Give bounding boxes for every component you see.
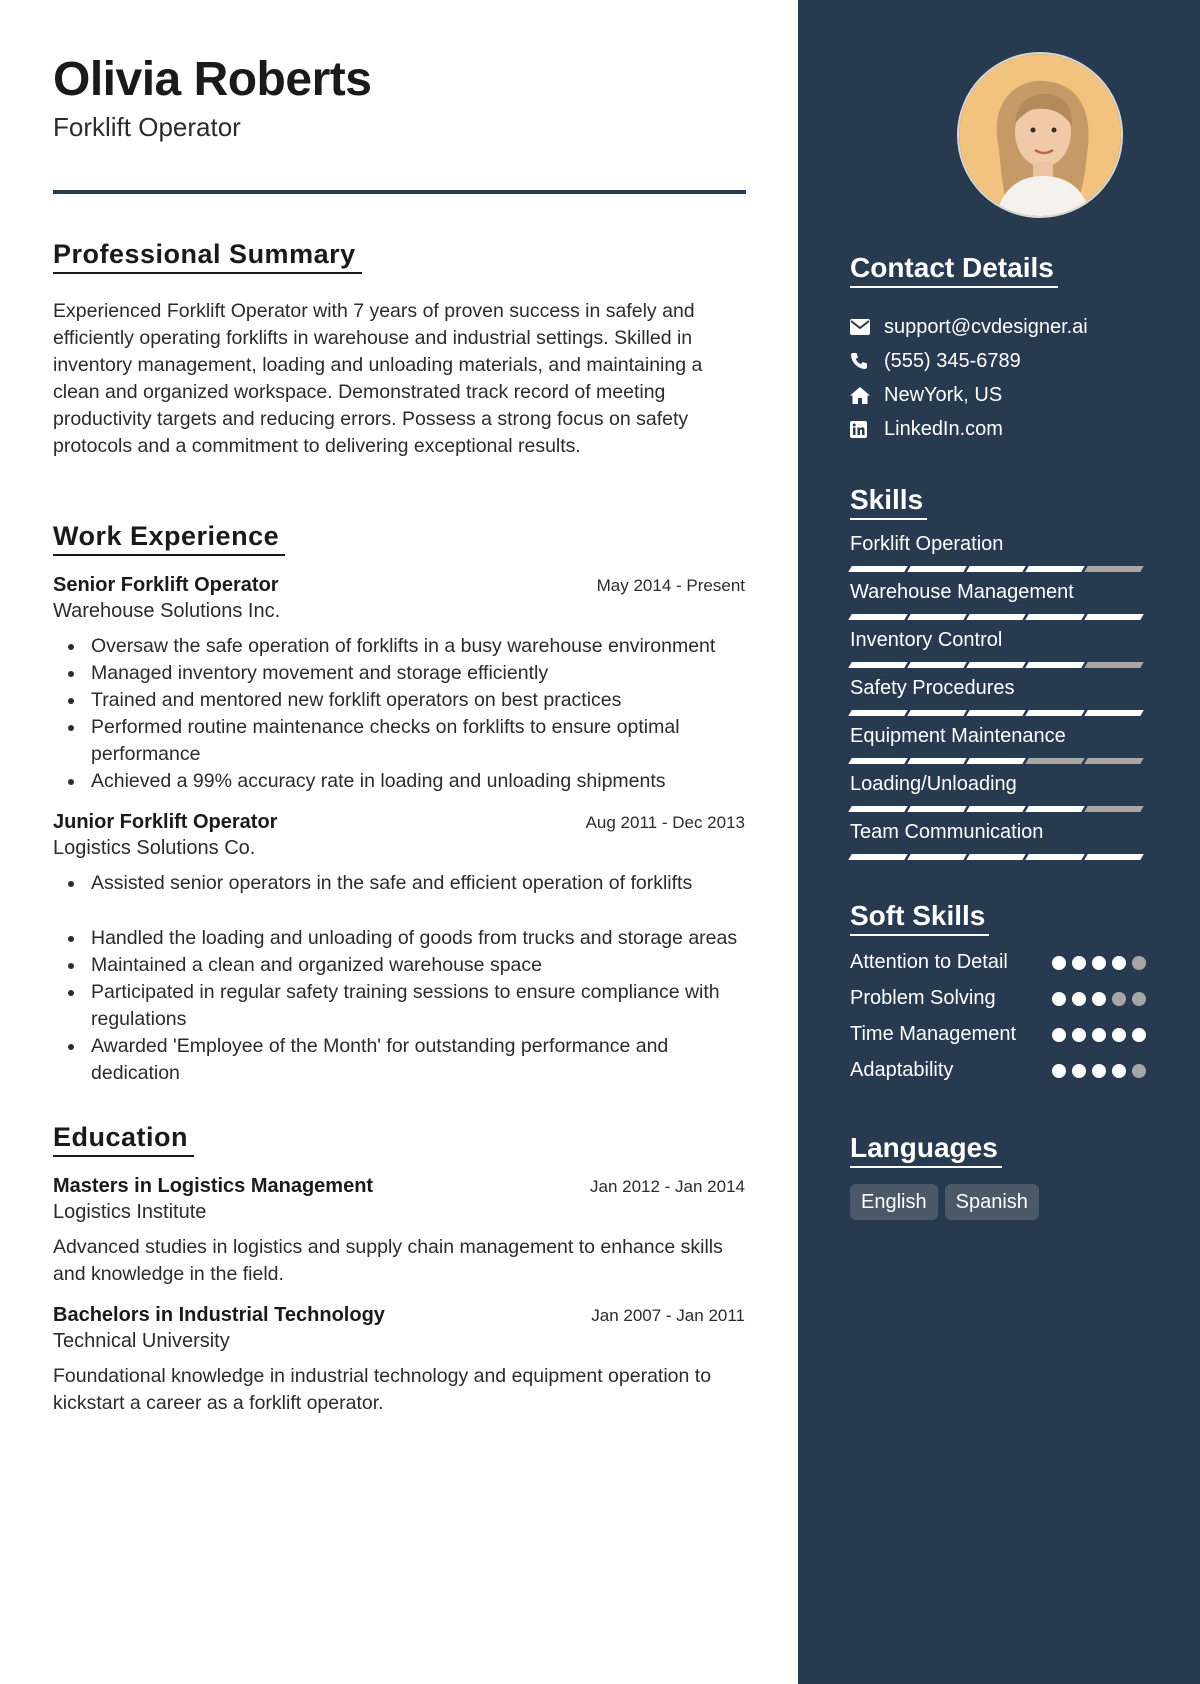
- education-entry: [53, 1302, 744, 1417]
- skill-item: [850, 772, 1146, 812]
- home-icon: [850, 387, 884, 404]
- job-date: May 2014 - Present: [596, 576, 745, 595]
- phone-icon: [850, 352, 884, 370]
- skill-level-bar: [850, 710, 1146, 716]
- skill-item: [850, 676, 1146, 716]
- skill-level-segment: [848, 854, 907, 860]
- skill-name: Safety Procedures: [850, 677, 1015, 699]
- rating-dot: [1052, 1028, 1066, 1042]
- rating-dot: [1052, 1064, 1066, 1078]
- language-chip: Spanish: [945, 1184, 1039, 1220]
- soft-skill-name: Attention to Detail: [850, 951, 1008, 973]
- skill-level-bar: [850, 566, 1146, 572]
- soft-skill-item: [850, 948, 1146, 976]
- work-heading: Work Experience: [53, 520, 285, 556]
- languages-list: [850, 1184, 1146, 1220]
- contact-linkedin[interactable]: [850, 412, 1146, 446]
- job-bullet: Managed inventory movement and storage efficiently: [53, 660, 745, 687]
- skill-name: Equipment Maintenance: [850, 725, 1066, 747]
- skill-level-segment: [848, 806, 907, 812]
- education-description: Foundational knowledge in industrial technology and equipment operation to kickstart a career as a forklift operator.: [53, 1365, 712, 1414]
- skill-level-segment: [966, 710, 1025, 716]
- skill-level-segment: [848, 758, 907, 764]
- skill-level-segment: [848, 710, 907, 716]
- job-bullets: [53, 870, 744, 1087]
- skill-level-bar: [850, 854, 1146, 860]
- skill-level-segment: [1084, 662, 1143, 668]
- rating-dot: [1112, 1028, 1126, 1042]
- education-heading: Education: [53, 1121, 194, 1157]
- skill-level-segment: [907, 614, 966, 620]
- job-bullet: Maintained a clean and organized warehouse space: [53, 952, 745, 979]
- skill-level-segment: [907, 758, 966, 764]
- job-bullet: Handled the loading and unloading of goods from trucks and storage areas: [53, 925, 745, 952]
- education-date: Jan 2007 - Jan 2011: [591, 1306, 745, 1325]
- degree-title: Masters in Logistics Management: [53, 1175, 374, 1197]
- skill-level-segment: [848, 566, 907, 572]
- skill-level-bar: [850, 758, 1146, 764]
- skill-level-segment: [1084, 758, 1143, 764]
- soft-skills-list: [850, 948, 1146, 1084]
- skill-name: Team Communication: [850, 821, 1044, 843]
- skill-level-segment: [1025, 662, 1084, 668]
- skill-level-bar: [850, 806, 1146, 812]
- rating-dot: [1072, 1064, 1086, 1078]
- skill-level-segment: [907, 566, 966, 572]
- contact-list: [850, 310, 1146, 446]
- job-entry: [53, 809, 744, 1087]
- skill-name: Forklift Operation: [850, 533, 1004, 555]
- rating-dot: [1072, 1028, 1086, 1042]
- candidate-role: Forklift Operator: [53, 112, 241, 142]
- soft-skill-name: Adaptability: [850, 1059, 954, 1081]
- soft-skill-item: [850, 1020, 1146, 1048]
- location-text: NewYork, US: [884, 383, 1003, 406]
- job-date: Aug 2011 - Dec 2013: [585, 813, 745, 832]
- skill-level-segment: [1084, 566, 1143, 572]
- sidebar: [798, 0, 1200, 1684]
- skill-item: [850, 820, 1146, 860]
- soft-skill-item: [850, 1056, 1146, 1084]
- skill-level-segment: [1084, 614, 1143, 620]
- rating-dot: [1092, 992, 1106, 1006]
- phone-text: (555) 345-6789: [884, 349, 1021, 372]
- email-text: support@cvdesigner.ai: [884, 315, 1088, 338]
- linkedin-icon: [850, 421, 884, 438]
- skill-level-segment: [907, 710, 966, 716]
- job-entry: [53, 572, 744, 795]
- education-description: Advanced studies in logistics and supply chain management to enhance skills and knowledge in the field.: [53, 1236, 723, 1285]
- rating-dot: [1092, 1028, 1106, 1042]
- skill-level-segment: [1025, 566, 1084, 572]
- skill-level-segment: [966, 614, 1025, 620]
- skill-level-segment: [1025, 710, 1084, 716]
- skill-level-bar: [850, 614, 1146, 620]
- job-title: Junior Forklift Operator: [53, 811, 278, 833]
- skill-name: Warehouse Management: [850, 581, 1074, 603]
- skill-name: Inventory Control: [850, 629, 1003, 651]
- job-bullet: Awarded 'Employee of the Month' for outstanding performance and dedication: [53, 1033, 745, 1087]
- soft-skill-rating: [1046, 992, 1146, 1006]
- skill-level-segment: [907, 806, 966, 812]
- profile-photo: [957, 52, 1123, 218]
- job-bullet: Oversaw the safe operation of forklifts in a busy warehouse environment: [53, 633, 745, 660]
- skill-level-segment: [907, 662, 966, 668]
- skill-item: [850, 580, 1146, 620]
- skill-level-segment: [966, 662, 1025, 668]
- skill-item: [850, 628, 1146, 668]
- soft-skill-name: Time Management: [850, 1023, 1016, 1045]
- skill-level-segment: [1025, 806, 1084, 812]
- skill-level-segment: [1025, 758, 1084, 764]
- linkedin-text: LinkedIn.com: [884, 417, 1003, 440]
- languages-heading: Languages: [850, 1132, 1002, 1168]
- rating-dot: [1132, 1028, 1146, 1042]
- contact-heading: Contact Details: [850, 252, 1058, 288]
- school-name: Logistics Institute: [53, 1201, 207, 1223]
- skill-level-segment: [966, 854, 1025, 860]
- skill-level-segment: [1084, 710, 1143, 716]
- soft-skill-item: [850, 984, 1146, 1012]
- skill-item: [850, 532, 1146, 572]
- envelope-icon: [850, 319, 884, 335]
- rating-dot: [1132, 1064, 1146, 1078]
- summary-heading: Professional Summary: [53, 238, 362, 274]
- rating-dot: [1112, 1064, 1126, 1078]
- soft-skills-heading: Soft Skills: [850, 900, 989, 936]
- job-bullet: Achieved a 99% accuracy rate in loading and unloading shipments: [53, 768, 745, 795]
- job-company: Logistics Solutions Co.: [53, 837, 256, 859]
- contact-location: [850, 378, 1146, 412]
- skill-level-segment: [966, 806, 1025, 812]
- skill-level-segment: [907, 854, 966, 860]
- rating-dot: [1092, 1064, 1106, 1078]
- job-title: Senior Forklift Operator: [53, 574, 279, 596]
- soft-skill-rating: [1046, 956, 1146, 970]
- candidate-name: Olivia Roberts: [53, 53, 372, 106]
- skill-level-segment: [966, 566, 1025, 572]
- skill-level-segment: [848, 662, 907, 668]
- skill-item: [850, 724, 1146, 764]
- header-divider: [53, 190, 746, 194]
- soft-skill-name: Problem Solving: [850, 987, 996, 1009]
- job-company: Warehouse Solutions Inc.: [53, 600, 281, 622]
- skills-list: [850, 532, 1146, 860]
- contact-phone[interactable]: [850, 344, 1146, 378]
- rating-dot: [1132, 992, 1146, 1006]
- skill-level-bar: [850, 662, 1146, 668]
- rating-dot: [1052, 992, 1066, 1006]
- skill-level-segment: [1025, 614, 1084, 620]
- soft-skill-rating: [1046, 1028, 1146, 1042]
- skill-level-segment: [1084, 806, 1143, 812]
- job-bullet: Trained and mentored new forklift operators on best practices: [53, 687, 745, 714]
- summary-text: Experienced Forklift Operator with 7 years of proven success in safely and efficiently operating forklifts in warehouse and industrial settings. Skilled in inventory management, loading and unloading materials, and maintaining a clean and organized workspace. Demonstrated track record of meeting productivity targets and reducing errors. Possess a strong focus on safety protocols and a commitment to delivering exceptional results.: [53, 300, 703, 457]
- skill-level-segment: [1025, 854, 1084, 860]
- skill-name: Loading/Unloading: [850, 773, 1017, 795]
- language-chip: English: [850, 1184, 938, 1220]
- rating-dot: [1072, 956, 1086, 970]
- job-bullet: Assisted senior operators in the safe and efficient operation of forklifts: [53, 870, 745, 897]
- rating-dot: [1072, 992, 1086, 1006]
- education-entry: [53, 1173, 744, 1288]
- rating-dot: [1132, 956, 1146, 970]
- job-bullet: Performed routine maintenance checks on forklifts to ensure optimal performance: [53, 714, 745, 768]
- skill-level-segment: [848, 614, 907, 620]
- job-bullet: Participated in regular safety training sessions to ensure compliance with regulations: [53, 979, 745, 1033]
- skills-heading: Skills: [850, 484, 927, 520]
- skill-level-segment: [1084, 854, 1143, 860]
- degree-title: Bachelors in Industrial Technology: [53, 1304, 385, 1326]
- education-date: Jan 2012 - Jan 2014: [589, 1177, 745, 1196]
- skill-level-segment: [966, 758, 1025, 764]
- soft-skill-rating: [1046, 1064, 1146, 1078]
- school-name: Technical University: [53, 1330, 230, 1352]
- rating-dot: [1092, 956, 1106, 970]
- rating-dot: [1112, 956, 1126, 970]
- rating-dot: [1052, 956, 1066, 970]
- rating-dot: [1112, 992, 1126, 1006]
- job-bullets: [53, 633, 744, 795]
- contact-email[interactable]: [850, 310, 1146, 344]
